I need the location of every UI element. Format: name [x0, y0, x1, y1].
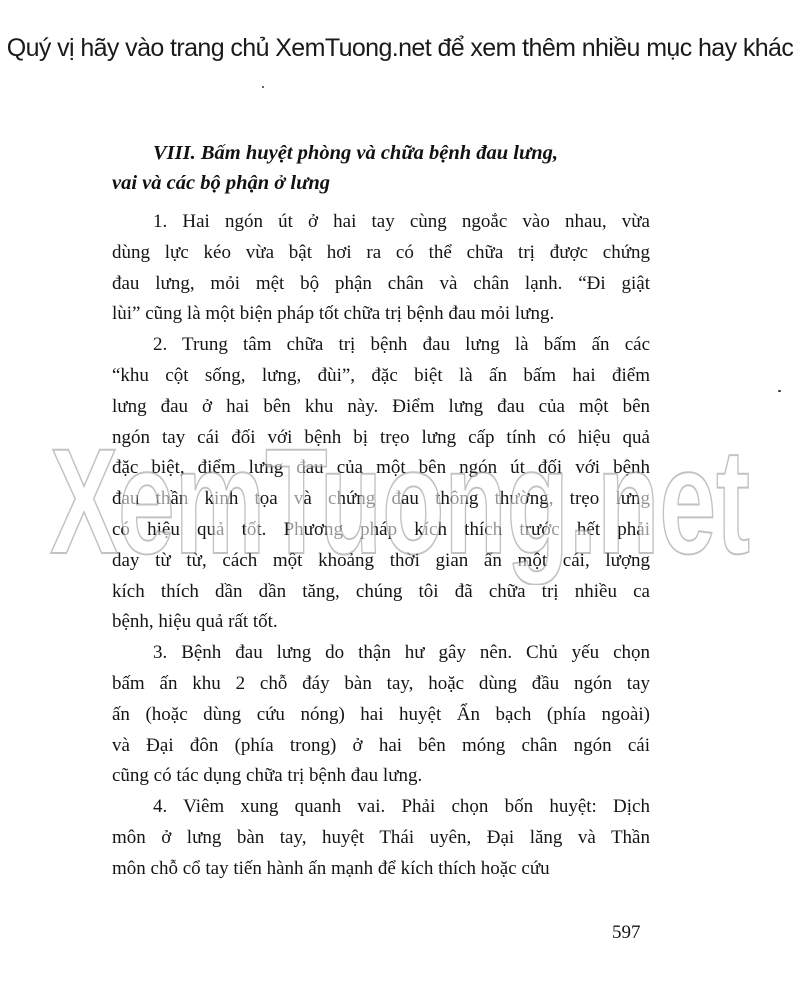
paragraph-line: lưng đau ở hai bên khu này. Điểm lưng đau của một bên: [112, 395, 650, 417]
paragraph-line: dùng lực kéo vừa bật hơi ra có thể chữa trị được chứng: [112, 241, 650, 263]
paragraph-line: đau lưng, mỏi mệt bộ phận chân và chân lạnh. “Đi giật: [112, 272, 650, 294]
heading-line: vai và các bộ phận ở lưng: [112, 172, 331, 194]
paragraph-line: bấm ấn khu 2 chỗ đáy bàn tay, hoặc dùng đầu ngón tay: [112, 672, 650, 694]
paragraph-line: môn ở lưng bàn tay, huyệt Thái uyên, Đại lăng và Thần: [112, 826, 650, 848]
paragraph-line: có hiệu quả tốt. Phương pháp kích thích trước hết phải: [112, 518, 650, 540]
page-number: 597: [612, 922, 641, 943]
banner-brand-link[interactable]: XemTuong.net: [275, 34, 432, 62]
paragraph-first-line: 4. Viêm xung quanh vai. Phải chọn bốn huyệt: Dịch: [153, 796, 650, 818]
site-banner: [0, 34, 800, 63]
paragraph-line: “khu cột sống, lưng, đùi”, đặc biệt là ấn bấm hai điểm: [112, 364, 650, 386]
paragraph-line: bệnh, hiệu quả rất tốt.: [112, 611, 278, 633]
paragraph-first-line: 1. Hai ngón út ở hai tay cùng ngoắc vào nhau, vừa: [153, 211, 650, 232]
banner-suffix: để xem thêm nhiều mục hay khác: [431, 34, 794, 62]
paragraph-line: cũng có tác dụng chữa trị bệnh đau lưng.: [112, 765, 423, 787]
scan-speck: [262, 86, 264, 88]
paragraph-line: ngón tay cái đối với bệnh bị trẹo lưng cấp tính có hiệu quả: [112, 426, 650, 448]
paragraph-first-line: 3. Bệnh đau lưng do thận hư gây nên. Chủ yếu chọn: [153, 642, 650, 664]
section-heading: [112, 138, 672, 198]
body-text: [112, 207, 650, 885]
paragraph-line: môn chỗ cổ tay tiến hành ấn mạnh để kích thích hoặc cứu: [112, 857, 550, 879]
heading-line: VIII. Bấm huyệt phòng và chữa bệnh đau lưng,: [153, 142, 559, 164]
banner-prefix: Quý vị hãy vào trang chủ: [6, 34, 276, 62]
scan-speck: [778, 390, 781, 392]
paragraph-line: day từ từ, cách một khoảng thời gian ấn một cái, lượng: [112, 549, 650, 571]
watermark-text: XemTuong.net: [50, 425, 750, 585]
paragraph-line: đặc biệt, điểm lưng đau của một bên ngón út đối với bệnh: [112, 457, 650, 479]
paragraph-line: đau thần kinh tọa và chứng đau thông thường, trẹo lưng: [112, 488, 650, 510]
paragraph-line: kích thích dần dần tăng, chúng tôi đã chữa trị nhiều ca: [112, 580, 650, 602]
paragraph-line: ấn (hoặc dùng cứu nóng) hai huyệt Ẩn bạch (phía ngoài): [112, 703, 650, 725]
paragraph-line: lùi” cũng là một biện pháp tốt chữa trị bệnh đau mỏi lưng.: [112, 303, 555, 325]
paragraph-first-line: 2. Trung tâm chữa trị bệnh đau lưng là bấm ấn các: [153, 334, 650, 356]
paragraph-line: và Đại đôn (phía trong) ở hai bên móng chân ngón cái: [112, 734, 650, 756]
